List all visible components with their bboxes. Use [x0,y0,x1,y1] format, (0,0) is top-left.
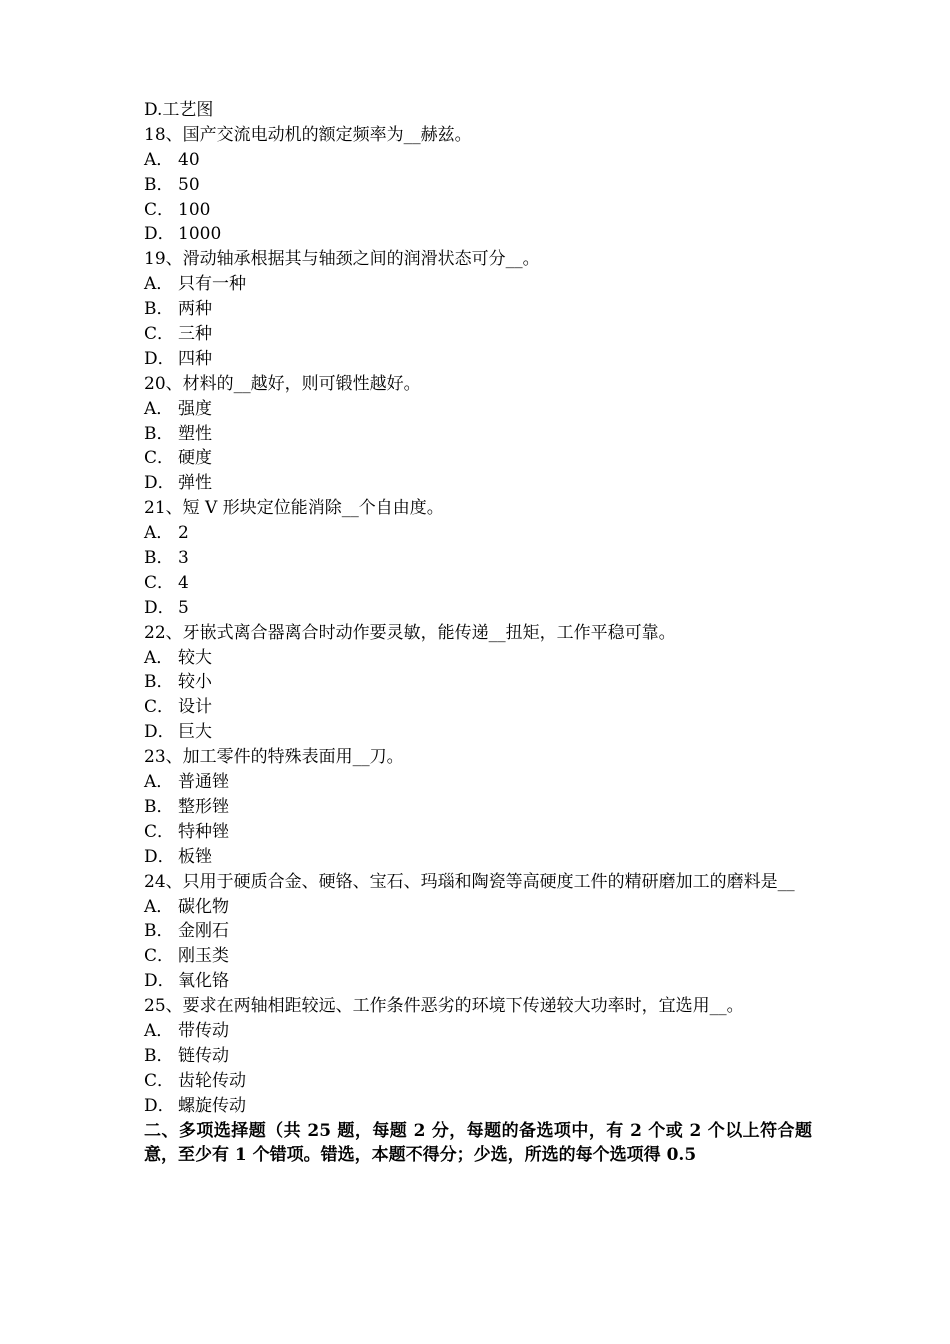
option-text: 齿轮传动 [178,1070,246,1091]
option-text: 碳化物 [178,896,229,917]
option-text: 三种 [178,324,212,345]
option-letter: A． [144,149,174,170]
option-text: 特种锉 [178,821,229,842]
option-letter: C． [144,572,175,593]
option-letter: C． [144,697,175,718]
question-stem: 23、加工零件的特殊表面用__刀。 [144,747,404,768]
answer-option [144,272,812,297]
option-text: 整形锉 [178,796,229,817]
option-letter: C． [144,821,175,842]
answer-option [144,521,812,546]
answer-option [144,820,812,845]
question-stem: 25、要求在两轴相距较远、工作条件恶劣的环境下传递较大功率时，宜选用__。 [144,996,744,1017]
option-text: 带传动 [178,1020,229,1041]
option-letter: D． [144,473,175,494]
option-text: 较小 [178,672,212,693]
option-text: 普通锉 [178,772,229,793]
option-text: 螺旋传动 [178,1095,246,1116]
answer-option [144,895,812,920]
answer-option [144,919,812,944]
answer-option [144,770,812,795]
option-letter: D． [144,348,175,369]
question-block [144,247,812,371]
answer-option [144,322,812,347]
option-text: 强度 [178,398,212,419]
option-text: 4 [178,572,189,593]
answer-option [144,1019,812,1044]
answer-option [144,347,812,372]
answer-option [144,646,812,671]
option-letter: B． [144,1045,174,1066]
option-letter: B． [144,423,174,444]
option-text: 金刚石 [178,921,229,942]
answer-option [144,148,812,173]
option-text: 3 [178,548,189,569]
option-text: 两种 [178,299,212,320]
option-letter: D． [144,597,175,618]
option-text: 5 [178,597,189,618]
option-letter: C． [144,324,175,345]
answer-option [144,596,812,621]
option-letter: B． [144,299,174,320]
answer-option [144,695,812,720]
option-letter: C． [144,448,175,469]
answer-option [144,720,812,745]
option-letter: A． [144,274,174,295]
answer-option [144,944,812,969]
option-letter: D． [144,971,175,992]
option-text: 只有一种 [178,274,246,295]
previous-option-line: D.工艺图 [144,100,214,120]
answer-option [144,1094,812,1119]
answer-option [144,795,812,820]
option-letter: B． [144,796,174,817]
answer-option [144,397,812,422]
question-stem: 22、牙嵌式离合器离合时动作要灵敏，能传递__扭矩，工作平稳可靠。 [144,622,676,643]
answer-option [144,969,812,994]
option-letter: D． [144,846,175,867]
section-heading: 二、多项选择题（共 25 题，每题 2 分，每题的备选项中，有 2 个或 2 个以上符合题意，至少有 1 个错项。错选，本题不得分；少选，所选的每个选项得 0.5 [144,1120,812,1166]
option-letter: C． [144,1070,175,1091]
answer-option [144,173,812,198]
option-letter: B． [144,672,174,693]
question-stem: 21、短 V 形块定位能消除__个自由度。 [144,498,444,519]
question-block [144,870,812,994]
option-letter: A． [144,1020,174,1041]
question-block [144,372,812,496]
option-text: 刚玉类 [178,946,229,967]
option-letter: A． [144,523,174,544]
answer-option [144,571,812,596]
option-letter: A． [144,772,174,793]
option-text: 1000 [178,224,222,245]
answer-option [144,422,812,447]
answer-option [144,546,812,571]
option-text: 板锉 [178,846,212,867]
question-list [144,98,812,1168]
answer-option [144,845,812,870]
answer-option [144,297,812,322]
option-letter: D． [144,224,175,245]
option-text: 四种 [178,348,212,369]
option-text: 50 [178,174,200,195]
answer-option [144,670,812,695]
option-letter: B． [144,548,174,569]
question-stem: 18、国产交流电动机的额定频率为__赫兹。 [144,124,472,145]
question-stem: 20、材料的__越好，则可锻性越好。 [144,373,421,394]
question-stem: 24、只用于硬质合金、硬铬、宝石、玛瑙和陶瓷等高硬度工件的精研磨加工的磨料是__ [144,871,795,892]
option-text: 链传动 [178,1045,229,1066]
option-text: 设计 [178,697,212,718]
answer-option [144,446,812,471]
answer-option [144,222,812,247]
option-text: 2 [178,523,189,544]
option-text: 100 [178,199,211,220]
option-text: 巨大 [178,722,212,743]
question-block [144,496,812,620]
option-text: 40 [178,149,200,170]
option-text: 弹性 [178,473,212,494]
answer-option [144,1044,812,1069]
question-block [144,621,812,745]
option-text: 硬度 [178,448,212,469]
option-letter: A． [144,398,174,419]
question-block [144,745,812,869]
option-text: 氧化铬 [178,971,229,992]
answer-option [144,198,812,223]
option-letter: B． [144,921,174,942]
option-letter: D． [144,1095,175,1116]
answer-option [144,1069,812,1094]
option-letter: D． [144,722,175,743]
question-block [144,994,812,1118]
option-letter: B． [144,174,174,195]
question-block [144,123,812,247]
option-letter: A． [144,647,174,668]
answer-option [144,471,812,496]
option-letter: C． [144,946,175,967]
option-text: 塑性 [178,423,212,444]
question-stem: 19、滑动轴承根据其与轴颈之间的润滑状态可分__。 [144,249,540,270]
option-letter: C． [144,199,175,220]
option-letter: A． [144,896,174,917]
option-text: 较大 [178,647,212,668]
